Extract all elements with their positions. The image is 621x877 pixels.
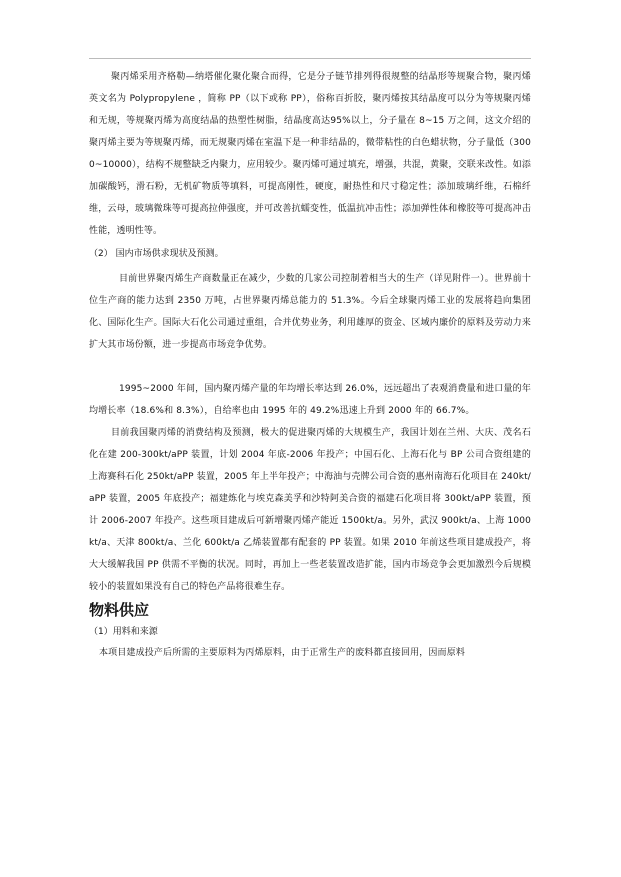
subheading-materials-source: （1）用料和来源 — [89, 627, 158, 637]
subheading-market-status: （2） 国内市场供求现状及预测。 — [89, 249, 224, 259]
paragraph-world-producers: 目前世界聚丙烯生产商数量正在减少，少数的几家公司控制着相当大的生产（详见附件一）。世界前十位生产商的能力达到 2350 万吨，占世界聚丙烯总能力的 51.3%。今后全球聚丙烯工业的发展将趋向集团化、国际化生产。国际大石化公司通过重组，合并优势业务，利用雄厚的资金、区域内廉价的原料及劳动力来扩大其市场份额，进一步提高市场竞争优势。 — [89, 274, 531, 350]
section-heading-material-supply: 物料供应 — [89, 601, 150, 619]
paragraph-pp-overview: 聚丙烯采用齐格勒—纳塔催化聚化聚合而得，它是分子链节排列得很规整的结晶形等规聚合物，聚丙烯英文名为 Polypropylene ，简称 PP（以下或称 PP），俗称百折胶，聚丙烯按其结晶度可以分为等规聚丙烯和无规，等规聚丙烯为高度结晶的热塑性树脂，结晶度高达95%以上，分子量在 8~15 万之间，这文介绍的聚丙烯主要为等规聚丙烯，而无规聚丙烯在室温下是一种非结晶的，微带粘性的白色蜡状物，分子量低（3000~10000），结构不规整缺乏内聚力，应用较少。聚丙烯可通过填充，增强，共混，黄聚，交联来改性。如添加碳酸钙，滑石粉，无机矿物质等填料，可提高刚性，硬度，耐热性和尺寸稳定性；添加玻璃纤维，石棉纤维，云母，玻璃微珠等可提高拉伸强度，并可改善抗蠕变性，低温抗冲击性；添加弹性体和橡胶等可提高冲击性能，透明性等。 — [89, 72, 531, 236]
paragraph-consumption-forecast: 目前我国聚丙烯的消费结构及预测，极大的促进聚丙烯的大规模生产，我国计划在兰州、大庆、茂名石化在建 200-300kt/aPP 装置，计划 2004 年底-2006 年投产；中国石化、上海石化与 BP 公司合资组建的上海赛科石化 250kt/aPP 装置，2005 年上半年投产；中海油与壳牌公司合资的惠州南海石化项目在 240kt/aPP 装置，2005 年底投产；福建炼化与埃克森美孚和沙特阿美合资的福建石化项目将 300kt/aPP 装置，预计 2006-2007 年投产。这些项目建成后可新增聚丙烯产能近 1500kt/a。另外，武汉 900kt/a、上海 1000kt/a、天津 800kt/a、兰化 600kt/a 乙烯装置都有配套的 PP 装置。如果 2010 年前这些项目建成投产，将大大缓解我国 PP 供需不平衡的状况。同时，再加上一些老装置改造扩能，国内市场竞争会更加激烈今后规模较小的装置如果没有自己的特色产品将很难生存。 — [89, 428, 531, 592]
paragraph-raw-materials: 本项目建成投产后所需的主要原料为丙烯原料，由于正常生产的废料都直接回用，因而原料 — [99, 648, 466, 658]
document-body — [89, 40, 531, 664]
paragraph-domestic-output: 1995~2000 年间，国内聚丙烯产量的年均增长率达到 26.0%，远远超出了表观消费量和进口量的年均增长率（18.6%和 8.3%），自给率也由 1995 年的 49.2%迅速上升到 2000 年的 66.7%。 — [89, 384, 531, 416]
